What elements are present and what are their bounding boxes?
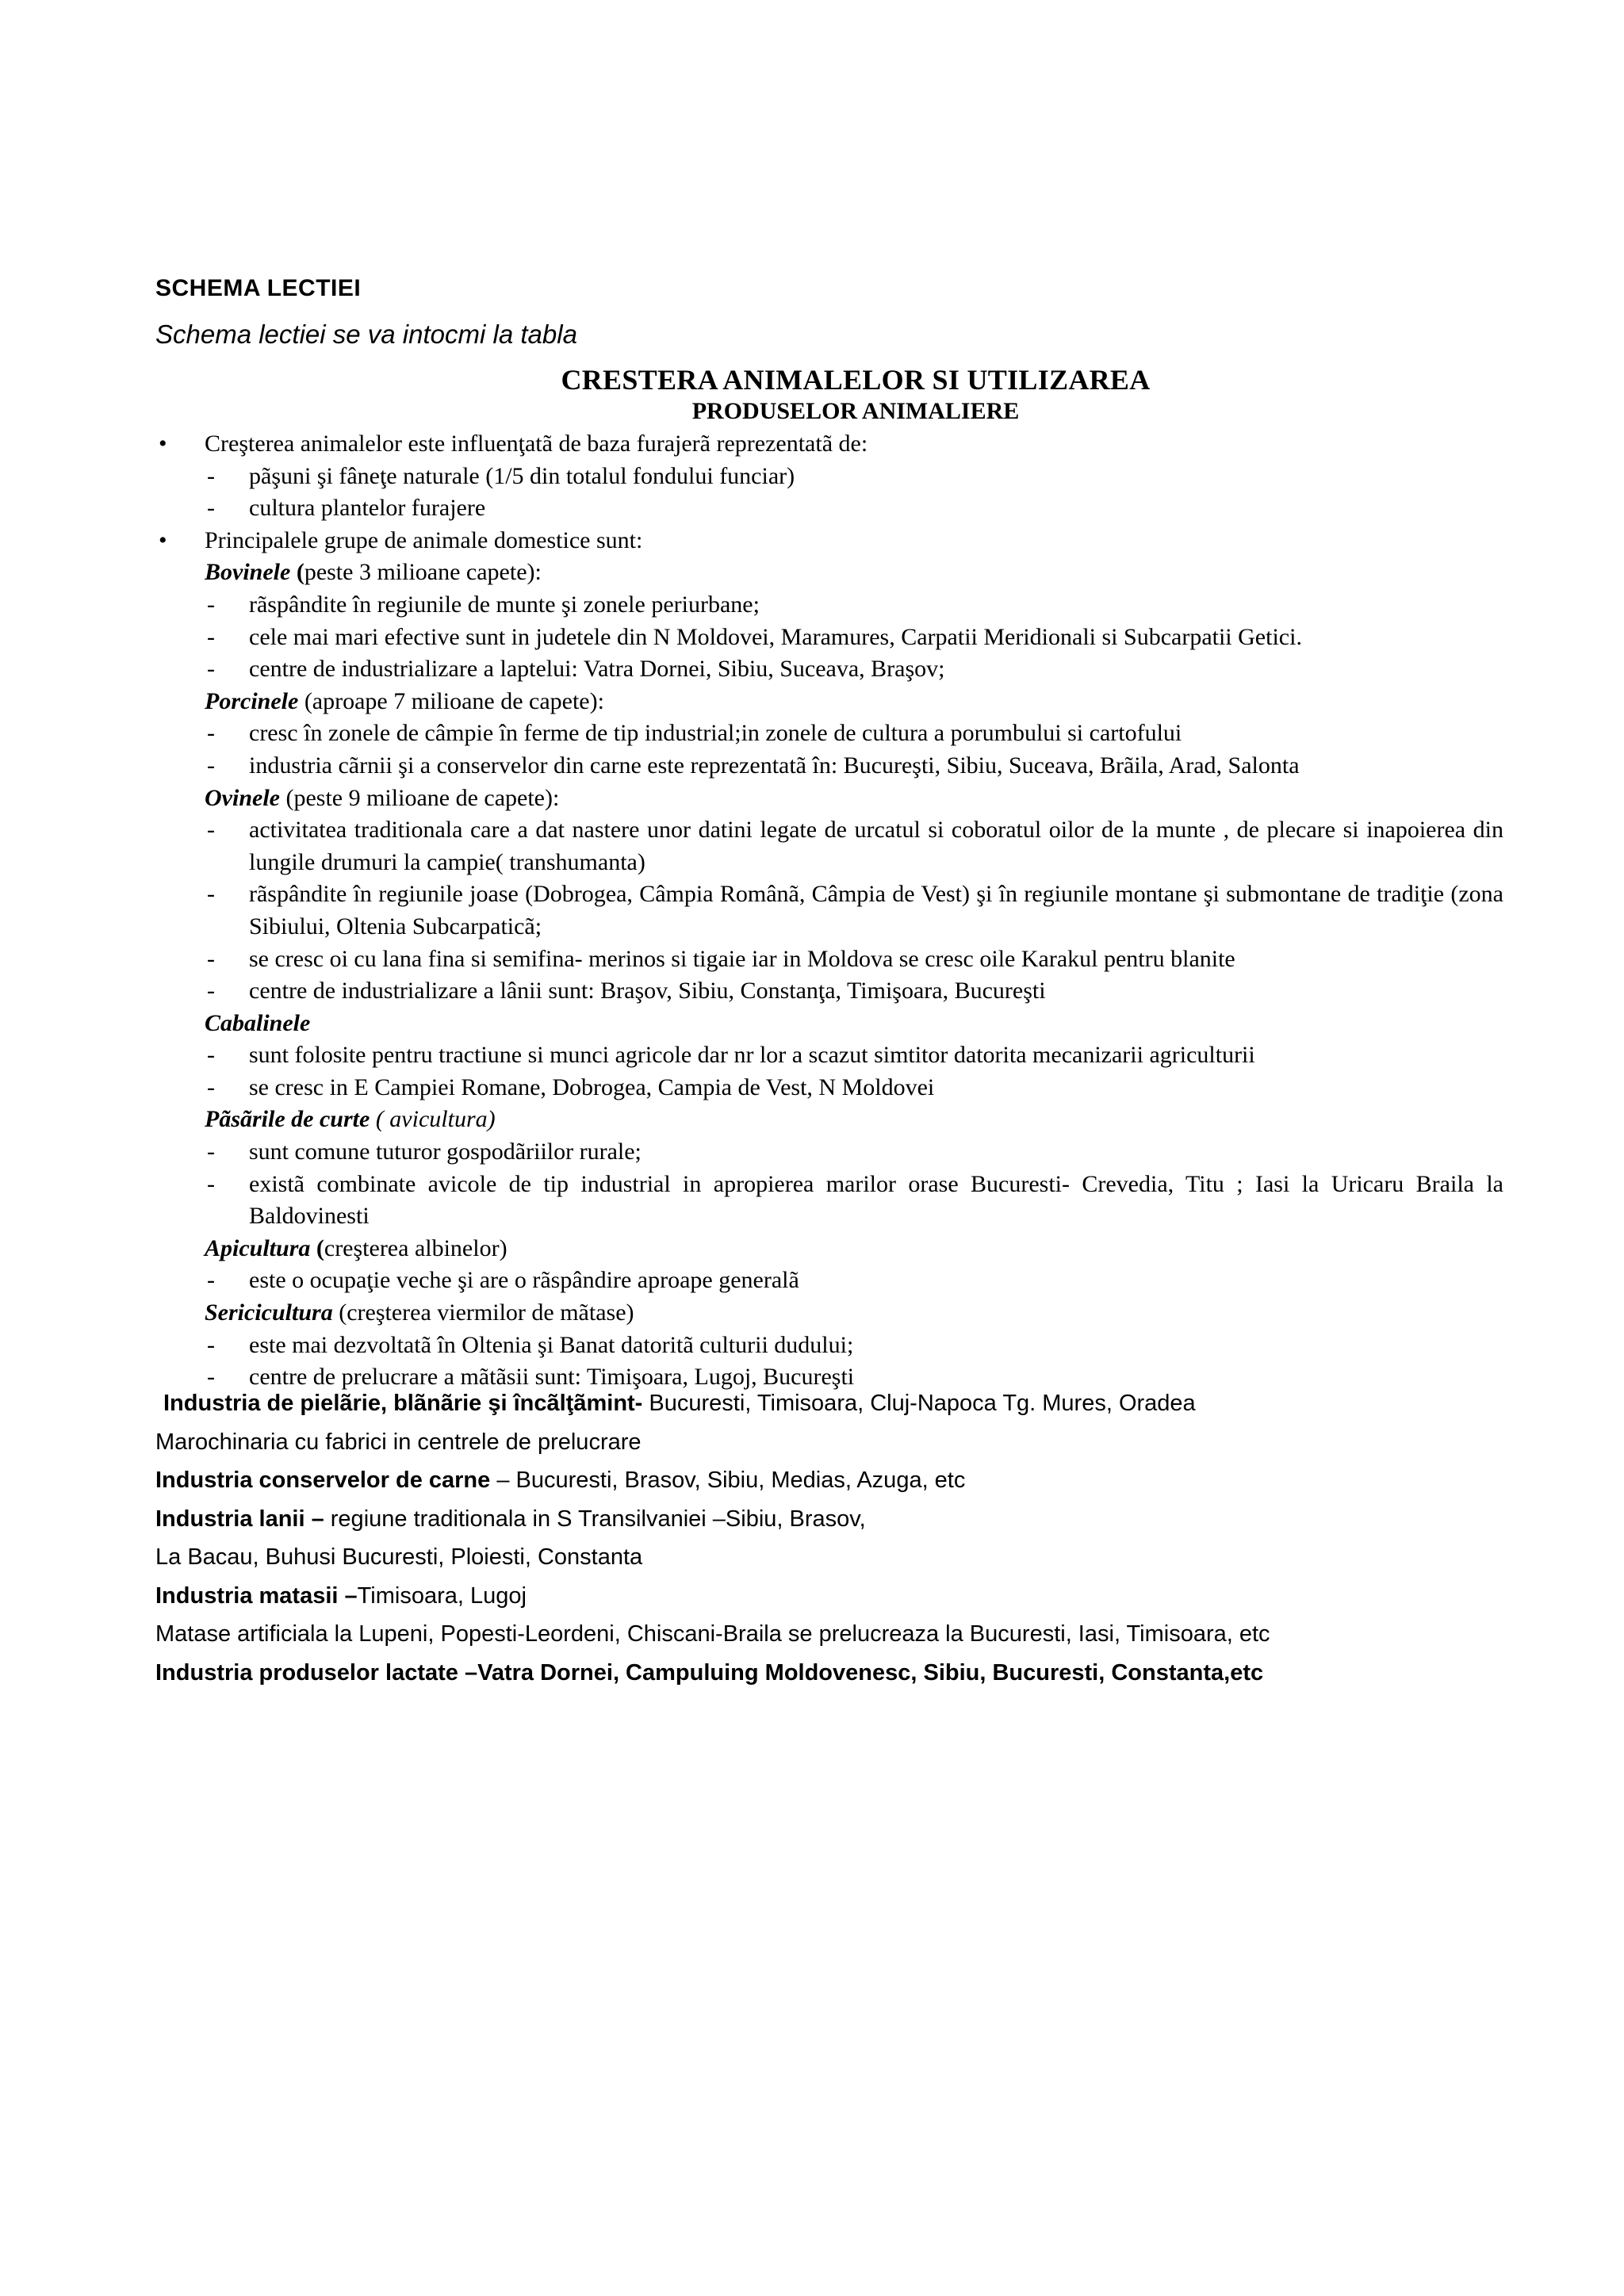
section-name: Apicultura bbox=[205, 1234, 311, 1261]
industry-line bbox=[155, 1538, 1551, 1577]
section-name: Bovinele bbox=[205, 559, 291, 586]
dash-text: se cresc oi cu lana fina si semifina- merinos si tigaie iar in Moldova se cresc oile Karakul pentru blanite bbox=[249, 945, 1235, 972]
dash-icon: - bbox=[207, 945, 215, 972]
industry-line bbox=[155, 1500, 1551, 1539]
lesson-content bbox=[155, 428, 1503, 1394]
industry-label: Industria lanii – bbox=[155, 1506, 324, 1532]
dash-text: existã combinate avicole de tip industrial in apropierea marilor orase Bucuresti- Crevedia, Titu ; Iasi la Uricaru Braila la Baldovinesti bbox=[249, 1170, 1503, 1230]
section-detail: peste 3 milioane capete): bbox=[304, 559, 542, 586]
section-cabaline bbox=[155, 1008, 1503, 1040]
section-paren: ( bbox=[290, 559, 304, 586]
industry-line bbox=[155, 1461, 1551, 1500]
dash-text: centre de prelucrare a mãtãsii sunt: Timişoara, Lugoj, Bucureşti bbox=[249, 1364, 855, 1391]
dash-item bbox=[155, 589, 1503, 622]
industry-line bbox=[155, 1615, 1551, 1654]
dash-icon: - bbox=[207, 1138, 215, 1165]
industry-text: Timisoara, Lugoj bbox=[357, 1582, 527, 1609]
dash-text: cele mai mari efective sunt in judetele din N Moldovei, Maramures, Carpatii Meridionali si Subcarpatii Getici. bbox=[249, 623, 1302, 650]
industry-line bbox=[155, 1577, 1551, 1616]
dash-item bbox=[155, 878, 1503, 943]
dash-item bbox=[155, 1330, 1503, 1362]
bullet-item bbox=[155, 428, 1503, 461]
section-detail: (creşterea viermilor de mãtase) bbox=[332, 1299, 634, 1326]
dash-text: este o ocupaţie veche şi are o rãspândire aproape generalã bbox=[249, 1267, 799, 1294]
section-sericicultura bbox=[155, 1297, 1503, 1330]
dash-item bbox=[155, 622, 1503, 654]
section-detail: (peste 9 milioane de capete): bbox=[279, 784, 560, 811]
industry-label: Industria de pielãrie, blãnãrie şi încãlţãmint- bbox=[163, 1391, 643, 1416]
dash-icon: - bbox=[207, 1170, 215, 1197]
dash-item bbox=[155, 943, 1503, 976]
main-title-line1: CRESTERA ANIMALELOR SI UTILIZAREA bbox=[561, 364, 1151, 396]
bullet-text: Creşterea animalelor este influenţatã de baza furajerã reprezentatã de: bbox=[205, 430, 868, 457]
dash-icon: - bbox=[207, 591, 215, 618]
bullet-icon: • bbox=[159, 430, 167, 457]
dash-icon: - bbox=[207, 752, 215, 779]
dash-text: centre de industrializare a laptelui: Vatra Dornei, Sibiu, Suceava, Braşov; bbox=[249, 656, 945, 683]
dash-text: se cresc in E Campiei Romane, Dobrogea, Campia de Vest, N Moldovei bbox=[249, 1073, 935, 1100]
dash-text: rãspândite în regiunile joase (Dobrogea, Câmpia Românã, Câmpia de Vest) şi în regiunile montane şi submontane de tradiţie (zona Sibiului, Oltenia Subcarpaticã; bbox=[249, 881, 1503, 939]
schema-note: Schema lectiei se va intocmi la tabla bbox=[155, 320, 577, 349]
industry-text: Matase artificiala la Lupeni, Popesti-Leordeni, Chiscani-Braila se prelucreaza la Bucuresti, Iasi, Timisoara, etc bbox=[155, 1621, 1270, 1647]
section-paren: ( bbox=[310, 1234, 324, 1261]
dash-item bbox=[155, 814, 1503, 878]
section-name: Cabalinele bbox=[205, 1009, 311, 1036]
section-name: Sericicultura bbox=[205, 1299, 333, 1326]
dash-text: cultura plantelor furajere bbox=[249, 495, 486, 522]
industry-line bbox=[155, 1654, 1551, 1693]
dash-text: pãşuni şi fâneţe naturale (1/5 din totalul fondului funciar) bbox=[249, 462, 795, 489]
industry-text: Marochinaria cu fabrici in centrele de prelucrare bbox=[155, 1429, 642, 1455]
dash-text: activitatea traditionala care a dat nastere unor datini legate de urcatul si coboratul oilor de la munte , de plecare si inapoierea din lungile drumuri la campie( transhumanta) bbox=[249, 817, 1503, 875]
dash-icon: - bbox=[207, 1042, 215, 1069]
dash-icon: - bbox=[207, 881, 215, 908]
dash-text: sunt comune tuturor gospodãriilor rurale; bbox=[249, 1138, 642, 1165]
industry-text: La Bacau, Buhusi Bucuresti, Ploiesti, Constanta bbox=[155, 1544, 643, 1570]
section-detail: creşterea albinelor) bbox=[324, 1234, 508, 1261]
dash-icon: - bbox=[207, 1073, 215, 1100]
dash-icon: - bbox=[207, 495, 215, 522]
industry-label: Industria matasii – bbox=[155, 1582, 358, 1609]
section-name: Porcinele bbox=[205, 687, 299, 714]
schema-title: SCHEMA LECTIEI bbox=[155, 275, 362, 301]
dash-item bbox=[155, 461, 1503, 493]
dash-icon: - bbox=[207, 720, 215, 747]
section-name: Pãsãrile de curte bbox=[205, 1106, 370, 1133]
dash-icon: - bbox=[207, 623, 215, 650]
dash-item bbox=[155, 1072, 1503, 1104]
dash-item bbox=[155, 750, 1503, 783]
section-bovine bbox=[155, 557, 1503, 589]
section-name: Ovinele bbox=[205, 784, 280, 811]
industry-label: Industria conservelor de carne bbox=[155, 1468, 491, 1493]
industry-line bbox=[155, 1384, 1551, 1423]
dash-item bbox=[155, 1169, 1503, 1233]
section-detail: (aproape 7 milioane de capete): bbox=[298, 687, 604, 714]
dash-icon: - bbox=[207, 656, 215, 683]
dash-text: centre de industrializare a lânii sunt: Braşov, Sibiu, Constanţa, Timişoara, Bucureşti bbox=[249, 978, 1046, 1004]
dash-item bbox=[155, 975, 1503, 1008]
dash-icon: - bbox=[207, 1331, 215, 1358]
dash-icon: - bbox=[207, 817, 215, 844]
dash-icon: - bbox=[207, 1267, 215, 1294]
section-ovine bbox=[155, 783, 1503, 815]
bullet-text: Principalele grupe de animale domestice sunt: bbox=[205, 526, 643, 553]
dash-item bbox=[155, 718, 1503, 750]
dash-item bbox=[155, 1265, 1503, 1297]
section-porcine bbox=[155, 686, 1503, 718]
section-pasari bbox=[155, 1104, 1503, 1136]
dash-text: cresc în zonele de câmpie în ferme de tip industrial;in zonele de cultura a porumbului si cartofului bbox=[249, 720, 1182, 747]
dash-item bbox=[155, 653, 1503, 686]
bullet-item bbox=[155, 525, 1503, 557]
dash-text: industria cãrnii şi a conservelor din carne este reprezentatã în: Bucureşti, Sibiu, Suceava, Brãila, Arad, Salonta bbox=[249, 752, 1300, 779]
industry-text: – Bucuresti, Brasov, Sibiu, Medias, Azuga, etc bbox=[490, 1468, 966, 1493]
industry-text: regiune traditionala in S Transilvaniei –Sibiu, Brasov, bbox=[324, 1506, 866, 1532]
dash-text: este mai dezvoltatã în Oltenia şi Banat datoritã culturii dudului; bbox=[249, 1331, 854, 1358]
dash-icon: - bbox=[207, 462, 215, 489]
industries-list bbox=[155, 1384, 1551, 1692]
industry-text: Bucuresti, Timisoara, Cluj-Napoca Tg. Mures, Oradea bbox=[642, 1391, 1196, 1416]
main-title-line2: PRODUSELOR ANIMALIERE bbox=[691, 398, 1020, 424]
dash-text: rãspândite în regiunile de munte şi zonele periurbane; bbox=[249, 591, 760, 618]
dash-item bbox=[155, 492, 1503, 525]
industry-line bbox=[155, 1423, 1551, 1462]
section-detail: ( avicultura) bbox=[370, 1106, 496, 1133]
industry-label: Industria produselor lactate –Vatra Dornei, Campuluing Moldovenesc, Sibiu, Bucuresti, Constanta,etc bbox=[155, 1659, 1264, 1686]
section-apicultura bbox=[155, 1233, 1503, 1265]
dash-icon: - bbox=[207, 978, 215, 1004]
bullet-icon: • bbox=[159, 526, 167, 553]
dash-item bbox=[155, 1039, 1503, 1072]
dash-item bbox=[155, 1136, 1503, 1169]
dash-icon: - bbox=[207, 1364, 215, 1391]
dash-text: sunt folosite pentru tractiune si munci agricole dar nr lor a scazut simtitor datorita mecanizarii agriculturii bbox=[249, 1042, 1255, 1069]
